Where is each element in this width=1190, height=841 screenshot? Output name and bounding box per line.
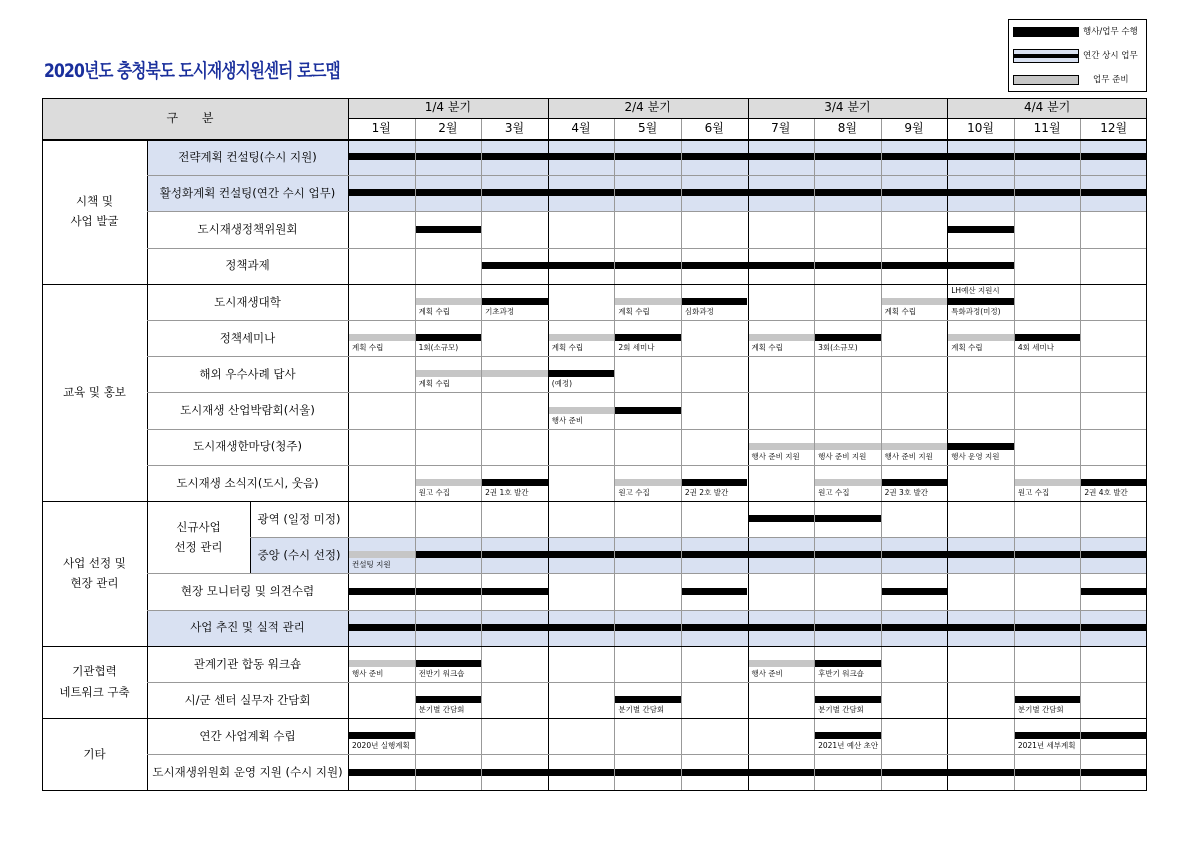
bar-note: 행사 준비 지원 <box>751 451 800 461</box>
header-quarter: 2/4 분기 <box>548 98 748 118</box>
row-label: 정책과제 <box>147 248 348 284</box>
header-division: 구 분 <box>42 98 348 139</box>
header-month: 3월 <box>481 118 548 139</box>
header-month: 4월 <box>548 118 615 139</box>
header-month: 10월 <box>947 118 1014 139</box>
header-month: 12월 <box>1080 118 1147 139</box>
bar-note: 계획 수립 <box>951 343 983 353</box>
row-label: 관계기관 합동 워크숍 <box>147 646 348 682</box>
bar-note: 심화과정 <box>684 306 714 316</box>
bar-note: 1회(소규모) <box>418 343 459 353</box>
bar-note: 행사 운영 지원 <box>951 451 1000 461</box>
bar-note: 후반기 워크숍 <box>818 668 864 678</box>
bar-note: 2권 1호 발간 <box>485 487 529 497</box>
row-label: 도시재생 산업박람회(서울) <box>147 392 348 428</box>
bar-note: 전반기 워크숍 <box>418 668 465 678</box>
bar-note: 2021년 세부계획 <box>1017 741 1076 751</box>
row-label: 전략계획 컨설팅(수시 지원) <box>147 139 348 175</box>
bar-note: 2권 4호 발간 <box>1084 487 1128 497</box>
legend-label: 행사/업무 수행 <box>1083 27 1138 37</box>
header-month: 6월 <box>681 118 748 139</box>
bar-note: 행사 준비 <box>751 668 783 678</box>
bar-note: 원고 수집 <box>818 487 850 497</box>
row-label: 도시재생대학 <box>147 284 348 320</box>
bar-note: 행사 준비 지원 <box>818 451 867 461</box>
bar-note: 계획 수립 <box>751 343 783 353</box>
bar-note: 행사 준비 지원 <box>884 451 933 461</box>
bar-note: 계획 수립 <box>352 343 384 353</box>
category-label: 시책 및 사업 발굴 <box>70 193 119 229</box>
header-month: 8월 <box>814 118 881 139</box>
bar-note: 2회 세미나 <box>618 343 655 353</box>
bar-note: 원고 수집 <box>618 487 650 497</box>
row-label: 광역 (일정 미정) <box>250 501 348 537</box>
bar-note: 3회(소규모) <box>818 343 858 353</box>
bar-note: 계획 수립 <box>618 306 650 316</box>
table-border <box>42 98 1147 791</box>
header-quarter: 3/4 분기 <box>748 98 948 118</box>
row-label: 도시재생위원회 운영 지원 (수시 지원) <box>147 754 348 790</box>
bar-note: 분기별 간담회 <box>618 705 665 715</box>
legend-label: 연간 상시 업무 <box>1083 51 1138 61</box>
bar-note: 행사 준비 <box>551 415 584 425</box>
row-label: 연간 사업계획 수립 <box>147 718 348 754</box>
header-quarter: 4/4 분기 <box>947 98 1147 118</box>
bar-note: 원고 수집 <box>418 487 450 497</box>
bar-note: 4회 세미나 <box>1017 343 1054 353</box>
row-label: 도시재생정책위원회 <box>147 211 348 247</box>
legend-label: 업무 준비 <box>1093 75 1129 85</box>
header-month: 7월 <box>748 118 815 139</box>
header-month: 5월 <box>614 118 681 139</box>
bar-note: 컨설팅 지원 <box>352 560 391 570</box>
bar-note: 2권 3호 발간 <box>884 487 928 497</box>
category-label: 교육 및 홍보 <box>63 385 126 400</box>
header-month: 1월 <box>348 118 415 139</box>
bar-note: 계획 수립 <box>418 306 450 316</box>
bar-note: 분기별 간담회 <box>818 705 864 715</box>
row-label: 도시재생한마당(청주) <box>147 429 348 465</box>
row-label: 현장 모니터링 및 의견수렴 <box>147 573 348 609</box>
row-label: 정책세미나 <box>147 320 348 356</box>
bar-note: 원고 수집 <box>1017 487 1050 497</box>
category-label: 기관협력 네트워크 구축 <box>59 664 130 699</box>
category-label: 사업 선정 및 현장 관리 <box>63 555 126 591</box>
row-label: 도시재생 소식지(도시, 웃음) <box>147 465 348 501</box>
header-month: 11월 <box>1014 118 1081 139</box>
bar-note: 2020년 실행계획 <box>352 741 410 751</box>
bar-note: 특화과정(미정) <box>951 306 1001 316</box>
bar-note: 분기별 간담회 <box>418 705 465 715</box>
subgroup-label: 신규사업 선정 관리 <box>174 519 223 555</box>
row-label: 중앙 (수시 선정) <box>250 537 348 573</box>
bar-note: 2권 2호 발간 <box>684 487 729 497</box>
category-label: 기타 <box>83 747 106 762</box>
bar-note: 2021년 예산 초안 <box>818 741 879 751</box>
row-label: 시/군 센터 실무자 간담회 <box>147 682 348 718</box>
page-title: 2020년도 충청북도 도시재생지원센터 로드맵 <box>44 60 340 82</box>
row-label: 사업 추진 및 실적 관리 <box>147 610 348 646</box>
header-quarter: 1/4 분기 <box>348 98 548 118</box>
bar-note: 분기별 간담회 <box>1017 705 1064 715</box>
bar-top-note: LH예산 지원시 <box>951 285 1000 295</box>
bar-note: 계획 수립 <box>884 306 917 316</box>
bar-note: 행사 준비 <box>352 668 384 678</box>
header-month: 2월 <box>415 118 482 139</box>
bar-note: 기초과정 <box>485 306 515 316</box>
row-label: 활성화계획 컨설팅(연간 수시 업무) <box>147 175 348 211</box>
bar-note: 계획 수립 <box>551 343 584 353</box>
bar-note: (예정) <box>551 379 573 389</box>
bar-note: 계획 수립 <box>418 379 450 389</box>
header-month: 9월 <box>881 118 948 139</box>
row-label: 해외 우수사례 답사 <box>147 356 348 392</box>
